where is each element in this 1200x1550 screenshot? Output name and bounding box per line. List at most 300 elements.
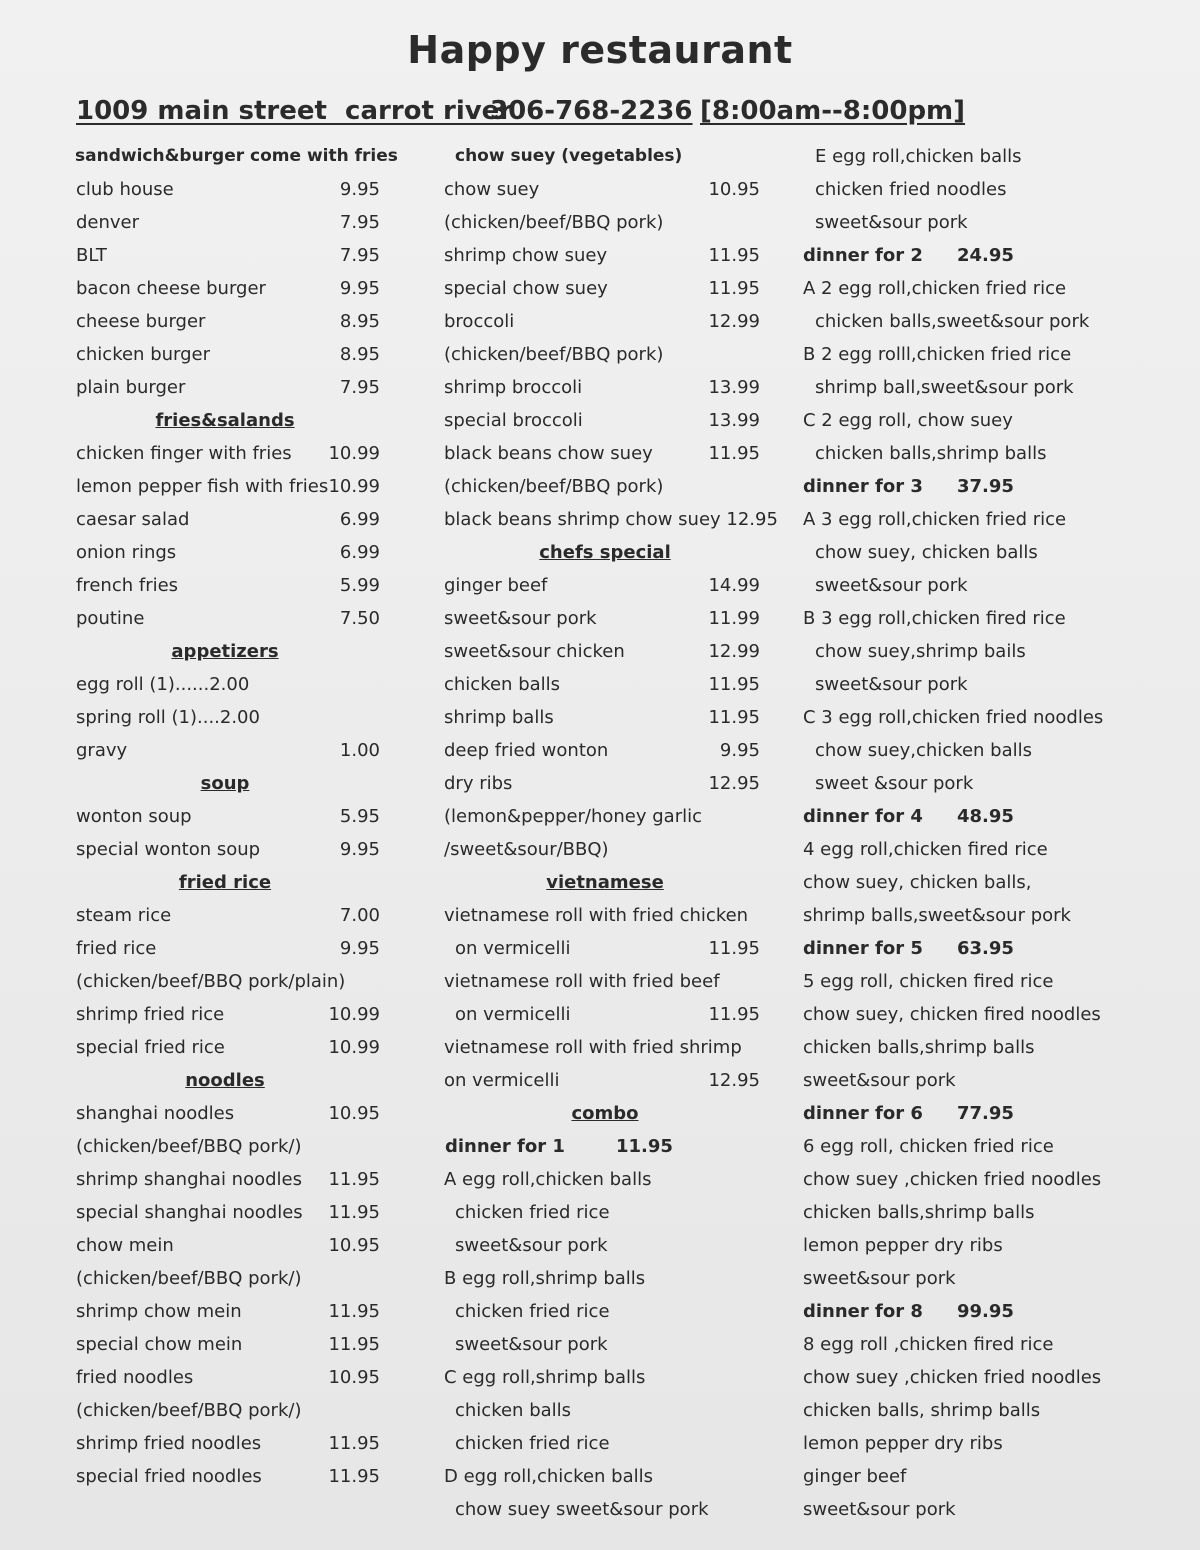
menu-item — [800, 1196, 1100, 1229]
menu-item — [800, 338, 1100, 371]
menu-item-name: chicken balls — [444, 674, 561, 695]
menu-item-name: C 2 egg roll, chow suey — [803, 410, 1013, 431]
menu-item — [440, 569, 770, 602]
menu-item — [800, 1460, 1100, 1493]
menu-item-name: shanghai noodles — [76, 1103, 235, 1124]
menu-item — [60, 206, 390, 239]
menu-item — [440, 503, 778, 536]
menu-item-name: E egg roll,chicken balls — [815, 146, 1022, 167]
menu-item — [800, 437, 1100, 470]
phone: 306-768-2236 — [490, 96, 693, 126]
menu-item-name: (chicken/beef/BBQ pork) — [444, 212, 664, 233]
menu-item-name: A egg roll,chicken balls — [444, 1169, 652, 1190]
combo-heading — [800, 239, 1100, 272]
menu-item-name: special wonton soup — [76, 839, 261, 860]
menu-item-price: 11.95 — [328, 1433, 380, 1454]
menu-item-price: 10.95 — [708, 179, 760, 200]
menu-item-name: fried rice — [76, 938, 157, 959]
menu-item-price: 11.95 — [708, 707, 760, 728]
combo-price: 63.95 — [957, 938, 1014, 959]
menu-item — [440, 1394, 770, 1427]
menu-item — [60, 470, 390, 503]
menu-item — [800, 1229, 1100, 1262]
menu-item — [440, 1196, 770, 1229]
menu-item — [800, 602, 1100, 635]
menu-item-price: 11.95 — [708, 1004, 760, 1025]
menu-item — [60, 437, 390, 470]
menu-item-name: onion rings — [76, 542, 177, 563]
menu-item — [440, 734, 770, 767]
menu-item — [60, 1427, 390, 1460]
menu-item — [60, 965, 390, 998]
combo-heading-label: dinner for 8 — [803, 1301, 923, 1322]
menu-item-name: sweet&sour pork — [815, 674, 968, 695]
menu-item — [800, 899, 1100, 932]
section-heading — [440, 866, 770, 899]
menu-item — [440, 404, 770, 437]
menu-item-name: ginger beef — [444, 575, 548, 596]
menu-item-name: special fried rice — [76, 1037, 225, 1058]
combo-price: 37.95 — [957, 476, 1014, 497]
menu-item — [440, 305, 770, 338]
menu-item — [60, 1460, 390, 1493]
menu-item-name: deep fried wonton — [444, 740, 609, 761]
menu-item-name: vietnamese roll with fried shrimp — [444, 1037, 742, 1058]
menu-item — [440, 1493, 770, 1526]
menu-item — [60, 1394, 390, 1427]
combo-heading-label: dinner for 6 — [803, 1103, 923, 1124]
menu-item-price: 12.95 — [708, 1070, 760, 1091]
menu-item — [440, 668, 770, 701]
combo-price: 48.95 — [957, 806, 1014, 827]
section-heading-label: fried rice — [178, 872, 272, 893]
menu-item — [800, 569, 1100, 602]
menu-item-price: 9.95 — [339, 179, 380, 200]
combo-heading — [800, 800, 1100, 833]
menu-item-price: 11.95 — [708, 938, 760, 959]
menu-item — [440, 767, 770, 800]
menu-item-name: /sweet&sour/BBQ) — [444, 839, 609, 860]
menu-item — [440, 800, 770, 833]
menu-item — [440, 1229, 770, 1262]
menu-item-name: C egg roll,shrimp balls — [444, 1367, 646, 1388]
menu-item-name: chow mein — [76, 1235, 174, 1256]
section-heading — [60, 767, 390, 800]
menu-item-price: 9.95 — [339, 278, 380, 299]
menu-item-name: 4 egg roll,chicken fired rice — [803, 839, 1048, 860]
menu-item — [440, 239, 770, 272]
menu-item — [800, 1328, 1100, 1361]
menu-item — [800, 998, 1100, 1031]
menu-item-price: 11.99 — [708, 608, 760, 629]
menu-item — [60, 371, 390, 404]
menu-item-name: 6 egg roll, chicken fried rice — [803, 1136, 1054, 1157]
menu-item-name: chow suey sweet&sour pork — [455, 1499, 709, 1520]
menu-item-name: (lemon&pepper/honey garlic — [444, 806, 703, 827]
menu-item-price: 6.99 — [339, 542, 380, 563]
menu-item — [440, 932, 770, 965]
menu-item-name: vietnamese roll with fried chicken — [444, 905, 749, 926]
menu-item-price: 10.99 — [328, 443, 380, 464]
menu-item — [60, 1361, 390, 1394]
menu-item — [60, 1229, 390, 1262]
menu-item-name: sweet &sour pork — [815, 773, 974, 794]
menu-item-price: 1.00 — [339, 740, 380, 761]
combo-heading-label: dinner for 2 — [803, 245, 923, 266]
menu-item-name: chow suey ,chicken fried noodles — [803, 1169, 1102, 1190]
menu-item — [800, 1262, 1100, 1295]
menu-item-name: shrimp balls,sweet&sour pork — [803, 905, 1071, 926]
menu-item — [440, 1460, 770, 1493]
menu-item-name: shrimp chow mein — [76, 1301, 242, 1322]
section-heading — [60, 1064, 390, 1097]
menu-item-price: 6.99 — [339, 509, 380, 530]
menu-item-price: 9.95 — [339, 839, 380, 860]
section-heading-label: noodles — [185, 1070, 265, 1091]
menu-item — [60, 305, 390, 338]
menu-item — [440, 272, 770, 305]
menu-item-name: chicken finger with fries — [76, 443, 292, 464]
menu-item-price: 9.95 — [719, 740, 760, 761]
menu-item-price: 11.95 — [708, 674, 760, 695]
combo-price: 11.95 — [616, 1136, 673, 1157]
menu-item-price: 10.95 — [328, 1235, 380, 1256]
menu-item-name: french fries — [76, 575, 179, 596]
menu-item-name: chow suey, chicken balls, — [803, 872, 1032, 893]
menu-item — [440, 371, 770, 404]
column-1 — [60, 140, 398, 1493]
menu-item-name: 5 egg roll, chicken fired rice — [803, 971, 1054, 992]
menu-item-price: 9.95 — [339, 938, 380, 959]
menu-item-name: shrimp fried noodles — [76, 1433, 262, 1454]
menu-item-name: A 3 egg roll,chicken fried rice — [803, 509, 1067, 530]
menu-item — [60, 932, 390, 965]
menu-item — [800, 734, 1100, 767]
menu-item-price: 11.95 — [328, 1301, 380, 1322]
menu-item-name: (chicken/beef/BBQ pork/) — [76, 1136, 302, 1157]
menu-item-name: chicken fried noodles — [815, 179, 1007, 200]
menu-item-name: chicken burger — [76, 344, 211, 365]
section-heading — [440, 1097, 770, 1130]
address: 1009 main street carrot river — [76, 96, 513, 126]
menu-item-price: 12.95 — [708, 773, 760, 794]
menu-item — [800, 635, 1100, 668]
menu-item — [440, 206, 770, 239]
menu-item-name: caesar salad — [76, 509, 190, 530]
menu-item — [440, 437, 770, 470]
menu-item — [60, 899, 390, 932]
menu-item — [60, 173, 390, 206]
menu-item-name: ginger beef — [803, 1466, 907, 1487]
column-3 — [800, 140, 1104, 1526]
menu-item — [60, 1295, 390, 1328]
menu-item-name: sweet&sour chicken — [444, 641, 625, 662]
menu-item — [440, 635, 770, 668]
menu-item-name: shrimp shanghai noodles — [76, 1169, 302, 1190]
menu-item-name: spring roll (1)....2.00 — [76, 707, 260, 728]
menu-item-name: B egg roll,shrimp balls — [444, 1268, 646, 1289]
menu-item-name: D egg roll,chicken balls — [444, 1466, 653, 1487]
combo-heading-label: dinner for 4 — [803, 806, 923, 827]
menu-item — [440, 833, 770, 866]
menu-item — [60, 1262, 390, 1295]
menu-item-name: on vermicelli — [444, 1070, 560, 1091]
menu-item-name: gravy — [76, 740, 128, 761]
menu-item-name: chow suey,shrimp bails — [815, 641, 1026, 662]
menu-item-name: plain burger — [76, 377, 186, 398]
section-heading — [60, 404, 390, 437]
restaurant-title: Happy restaurant — [407, 28, 793, 72]
menu-item — [440, 1328, 770, 1361]
menu-item-name: vietnamese roll with fried beef — [444, 971, 720, 992]
menu-item — [440, 899, 770, 932]
menu-item-name: special chow mein — [76, 1334, 243, 1355]
combo-heading — [800, 1295, 1100, 1328]
menu-item-name: wonton soup — [76, 806, 192, 827]
section-heading-label: sandwich&burger come with fries — [75, 146, 398, 166]
menu-item — [800, 1130, 1100, 1163]
menu-item-name: sweet&sour pork — [444, 608, 597, 629]
menu-item-name: chicken balls,sweet&sour pork — [815, 311, 1090, 332]
section-heading-label: fries&salands — [155, 410, 295, 431]
menu-item-name: special fried noodles — [76, 1466, 262, 1487]
menu-item — [800, 1163, 1100, 1196]
section-heading-label: vietnamese — [546, 872, 664, 893]
menu-item — [60, 998, 390, 1031]
menu-item-name: egg roll (1)......2.00 — [76, 674, 250, 695]
menu-item-price: 13.99 — [708, 410, 760, 431]
menu-item — [60, 734, 390, 767]
menu-item — [440, 338, 770, 371]
menu-item-name: poutine — [76, 608, 145, 629]
menu-item — [800, 173, 1100, 206]
menu-item — [60, 1196, 390, 1229]
menu-item — [800, 668, 1100, 701]
menu-item — [800, 536, 1100, 569]
menu-item — [800, 1394, 1100, 1427]
menu-item-name: chow suey — [444, 179, 540, 200]
menu-item-name: chow suey, chicken balls — [815, 542, 1038, 563]
menu-item-name: on vermicelli — [455, 1004, 571, 1025]
menu-item — [800, 206, 1100, 239]
combo-price: 99.95 — [957, 1301, 1014, 1322]
menu-item — [800, 371, 1100, 404]
combo-heading-label: dinner for 5 — [803, 938, 923, 959]
menu-item-name: (chicken/beef/BBQ pork) — [444, 476, 664, 497]
menu-item-name: A 2 egg roll,chicken fried rice — [803, 278, 1067, 299]
menu-item — [800, 272, 1100, 305]
menu-item-price: 10.99 — [328, 476, 380, 497]
section-heading — [60, 635, 390, 668]
section-heading-label: soup — [200, 773, 250, 794]
menu-item-name: shrimp balls — [444, 707, 554, 728]
menu-item — [60, 800, 390, 833]
menu-item-price: 13.99 — [708, 377, 760, 398]
menu-item — [60, 503, 390, 536]
menu-item — [60, 272, 390, 305]
menu-item-price: 10.99 — [328, 1037, 380, 1058]
menu-item-name: chicken balls,shrimp balls — [803, 1202, 1035, 1223]
menu-item — [800, 503, 1100, 536]
menu-item — [800, 1031, 1100, 1064]
menu-item — [60, 569, 390, 602]
menu-item-name: chicken fried rice — [455, 1433, 610, 1454]
hours: [8:00am--8:00pm] — [700, 96, 966, 126]
menu-item-name: sweet&sour pork — [803, 1268, 956, 1289]
menu-item-name: club house — [76, 179, 174, 200]
menu-item-price: 5.95 — [339, 806, 380, 827]
menu-item — [800, 404, 1100, 437]
menu-item-name: B 2 egg rolll,chicken fried rice — [803, 344, 1072, 365]
menu-item — [800, 866, 1100, 899]
menu-item-name: sweet&sour pork — [803, 1499, 956, 1520]
menu-item-price: 5.99 — [339, 575, 380, 596]
menu-item-price: 10.95 — [328, 1367, 380, 1388]
menu-item — [800, 965, 1100, 998]
menu-item-name: sweet&sour pork — [815, 575, 968, 596]
menu-item — [440, 470, 770, 503]
menu-item-name: shrimp chow suey — [444, 245, 608, 266]
menu-item-name: chicken balls, shrimp balls — [803, 1400, 1041, 1421]
menu-item-name: special shanghai noodles — [76, 1202, 303, 1223]
menu-item-name: denver — [76, 212, 140, 233]
menu-item — [440, 965, 770, 998]
menu-item — [800, 305, 1100, 338]
menu-item-name: (chicken/beef/BBQ pork/) — [76, 1268, 302, 1289]
menu-item-price: 11.95 — [708, 278, 760, 299]
menu-item-price: 11.95 — [328, 1202, 380, 1223]
menu-item-price: 11.95 — [708, 443, 760, 464]
menu-item-name: lemon pepper fish with fries — [76, 476, 329, 497]
menu-item-price: 12.99 — [708, 311, 760, 332]
menu-item-name: chicken balls — [455, 1400, 572, 1421]
menu-item-price: 10.95 — [328, 1103, 380, 1124]
menu-item-price: 8.95 — [339, 311, 380, 332]
menu-item-price: 7.95 — [339, 212, 380, 233]
menu-item-name: bacon cheese burger — [76, 278, 266, 299]
section-heading — [60, 866, 390, 899]
section-heading-label: chow suey (vegetables) — [455, 146, 683, 166]
menu-item — [440, 1361, 770, 1394]
menu-item-name: fried noodles — [76, 1367, 194, 1388]
menu-item — [440, 998, 770, 1031]
section-heading — [440, 140, 770, 173]
menu-item — [800, 1064, 1100, 1097]
menu-item-price: 7.50 — [339, 608, 380, 629]
menu-item-name: chicken fried rice — [455, 1202, 610, 1223]
menu-item — [60, 536, 390, 569]
menu-item-name: shrimp broccoli — [444, 377, 583, 398]
menu-item — [60, 668, 390, 701]
menu-item-name: chow suey, chicken fired noodles — [803, 1004, 1101, 1025]
section-heading-label: combo — [571, 1103, 639, 1124]
combo-heading — [800, 932, 1100, 965]
menu-item-price: 11.95 — [328, 1334, 380, 1355]
menu-item-name: steam rice — [76, 905, 172, 926]
menu-item-price: 11.95 — [328, 1169, 380, 1190]
menu-item-name: shrimp fried rice — [76, 1004, 225, 1025]
menu-item — [440, 1295, 770, 1328]
menu-item — [440, 1031, 770, 1064]
menu-item-name: black beans chow suey — [444, 443, 653, 464]
menu-item-name: lemon pepper dry ribs — [803, 1433, 1003, 1454]
menu-item-name: special chow suey — [444, 278, 608, 299]
column-2 — [440, 140, 778, 1526]
menu-item — [440, 701, 770, 734]
combo-heading-label: dinner for 3 — [803, 476, 923, 497]
menu-item — [800, 767, 1100, 800]
menu-item — [440, 1163, 770, 1196]
menu-item-name: black beans shrimp chow suey 12.95 — [444, 509, 778, 530]
menu-item-name: (chicken/beef/BBQ pork) — [444, 344, 664, 365]
menu-item-name: chicken fried rice — [455, 1301, 610, 1322]
menu-item — [800, 701, 1104, 734]
menu-item-name: 8 egg roll ,chicken fired rice — [803, 1334, 1054, 1355]
menu-item — [440, 1427, 770, 1460]
menu-item-name: sweet&sour pork — [815, 212, 968, 233]
menu-item-name: dry ribs — [444, 773, 513, 794]
menu-item-name: chow suey ,chicken fried noodles — [803, 1367, 1102, 1388]
menu-item — [60, 1163, 390, 1196]
combo-heading — [800, 470, 1100, 503]
menu-item — [440, 602, 770, 635]
menu-item-price: 12.99 — [708, 641, 760, 662]
menu-item-name: chicken balls,shrimp balls — [803, 1037, 1035, 1058]
combo-heading — [440, 1130, 770, 1163]
menu-item — [800, 1361, 1100, 1394]
menu-item — [60, 1130, 390, 1163]
menu-item — [800, 140, 1100, 173]
menu-item-name: chow suey,chicken balls — [815, 740, 1033, 761]
menu-item-price: 10.99 — [328, 1004, 380, 1025]
menu-item — [60, 338, 390, 371]
menu-item — [60, 1328, 390, 1361]
menu-item-name: (chicken/beef/BBQ pork/) — [76, 1400, 302, 1421]
section-heading-label: appetizers — [171, 641, 279, 662]
menu-item-name: (chicken/beef/BBQ pork/plain) — [76, 971, 346, 992]
menu-item — [800, 1427, 1100, 1460]
menu-item-name: B 3 egg roll,chicken fired rice — [803, 608, 1066, 629]
menu-item — [60, 1031, 390, 1064]
menu-item-name: sweet&sour pork — [455, 1334, 608, 1355]
menu-item-name: special broccoli — [444, 410, 583, 431]
menu-item — [60, 239, 390, 272]
menu-item-price: 8.95 — [339, 344, 380, 365]
menu-item-name: sweet&sour pork — [455, 1235, 608, 1256]
menu-item-price: 7.95 — [339, 245, 380, 266]
section-heading — [440, 536, 770, 569]
combo-price: 24.95 — [957, 245, 1014, 266]
menu-item — [440, 1262, 770, 1295]
menu-item-price: 14.99 — [708, 575, 760, 596]
menu-item — [440, 1064, 770, 1097]
menu-item-price: 7.95 — [339, 377, 380, 398]
menu-item — [60, 833, 390, 866]
menu-item — [440, 173, 770, 206]
menu-item-name: on vermicelli — [455, 938, 571, 959]
menu-item — [800, 833, 1100, 866]
menu-item-name: shrimp ball,sweet&sour pork — [815, 377, 1074, 398]
menu-item-price: 11.95 — [708, 245, 760, 266]
menu-item — [800, 1493, 1100, 1526]
menu-item-name: BLT — [76, 245, 107, 266]
menu-item — [60, 1097, 390, 1130]
section-heading-label: chefs special — [539, 542, 671, 563]
menu-item-price: 11.95 — [328, 1466, 380, 1487]
menu-item-price: 7.00 — [339, 905, 380, 926]
menu-item-name: broccoli — [444, 311, 515, 332]
combo-heading-label: dinner for 1 — [445, 1136, 565, 1157]
